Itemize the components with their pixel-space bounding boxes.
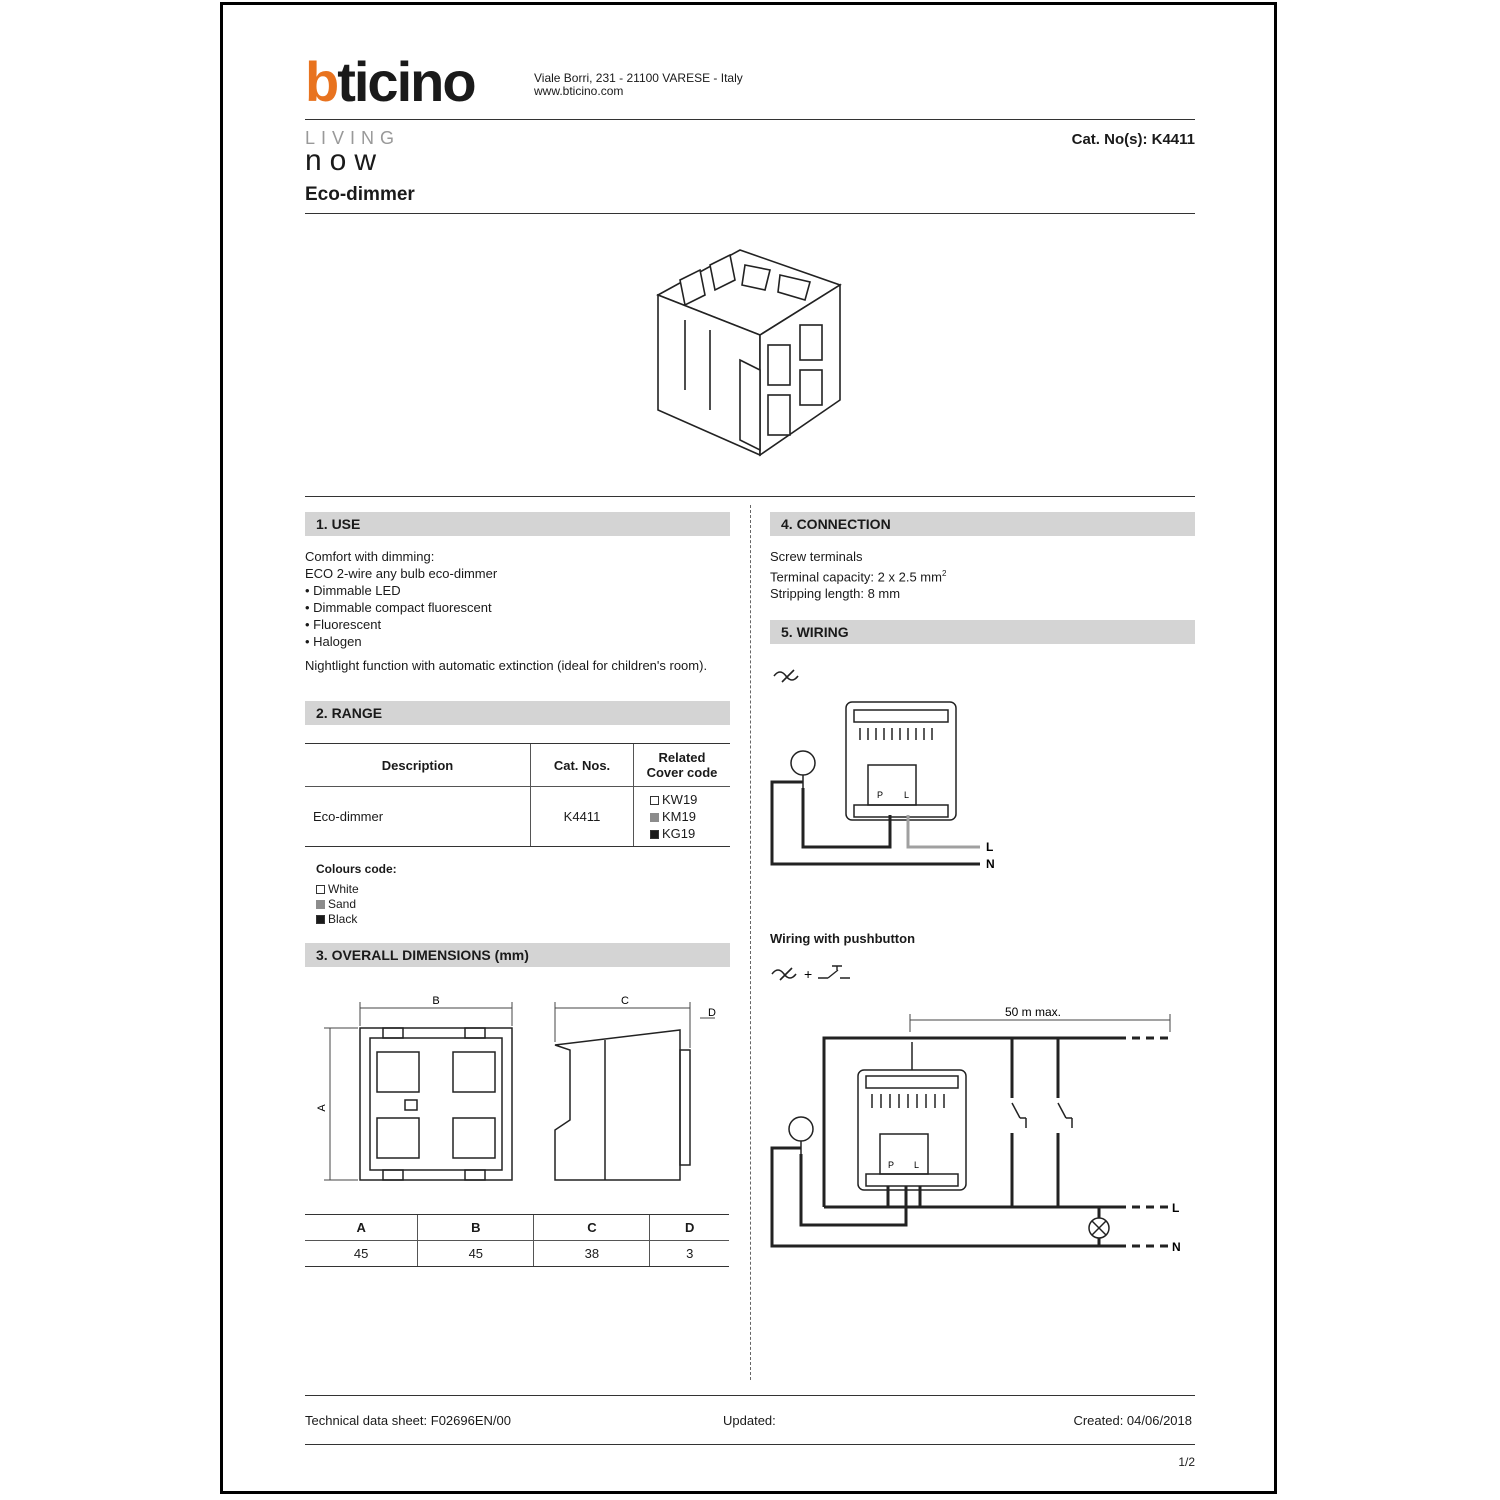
use-text: [305, 548, 707, 674]
range-row-description: Eco-dimmer: [305, 787, 531, 847]
bticino-logo: bticino: [305, 50, 475, 113]
section-range-heading: 2. RANGE: [305, 701, 730, 725]
footer-created: Created: 04/06/2018: [1073, 1413, 1192, 1428]
white-swatch: [650, 796, 659, 805]
range-header-cover: [634, 744, 731, 787]
pushbutton-symbol-icon: [818, 966, 850, 978]
product-title: Eco-dimmer: [305, 184, 415, 205]
dim-value: 45: [418, 1241, 534, 1267]
dim-value: 3: [650, 1241, 729, 1267]
dim-header: D: [650, 1215, 729, 1241]
white-swatch: [316, 885, 325, 894]
dimmer-symbol-icon: [772, 968, 796, 980]
line-l-label: L: [1172, 1201, 1180, 1215]
content-rule: [305, 496, 1195, 497]
plus-sign: +: [804, 966, 813, 982]
terminal-l-label: L: [904, 790, 910, 800]
footer-sheet-number: Technical data sheet: F02696EN/00: [305, 1413, 511, 1428]
series-logo-top: LIVING: [305, 128, 401, 148]
range-header-cat: Cat. Nos.: [531, 744, 634, 787]
range-header-description: Description: [305, 744, 531, 787]
connection-line: Stripping length: 8 mm: [770, 586, 901, 602]
connection-line: [770, 565, 946, 585]
capacity-text: Terminal capacity: 2 x 2.5 mm: [770, 569, 942, 585]
cover-item: [650, 791, 729, 808]
colour-name: Sand: [328, 897, 357, 911]
cover-item: [650, 825, 729, 842]
header-rule: [305, 119, 1195, 120]
website-line: www.bticino.com: [534, 84, 624, 98]
wiring-diagram-basic: [768, 660, 1008, 875]
dim-header: B: [418, 1215, 534, 1241]
lamp-icon: [1089, 1218, 1109, 1238]
sand-swatch: [650, 813, 659, 822]
use-line: ECO 2-wire any bulb eco-dimmer: [305, 566, 498, 581]
column-divider: [750, 505, 751, 1380]
connection-line: Screw terminals: [770, 549, 863, 564]
capacity-sup: 2: [941, 569, 947, 578]
sand-swatch: [316, 900, 325, 909]
terminal-l-label: L: [914, 1160, 920, 1170]
cover-code: KG19: [662, 826, 696, 841]
connection-text: [770, 548, 946, 602]
colour-item: [316, 882, 397, 897]
use-note: Nightlight function with automatic extinction (ideal for children's room).: [305, 658, 708, 673]
wiring-diagram-pushbutton: [768, 958, 1193, 1258]
address-line: Viale Borri, 231 - 21100 VARESE - Italy: [534, 71, 743, 85]
dimmer-symbol-icon: [774, 670, 798, 682]
series-logo-bottom: now: [305, 144, 385, 177]
footer-top-rule: [305, 1395, 1195, 1396]
line-l-label: L: [986, 840, 994, 854]
range-row-cat: K4411: [531, 787, 634, 847]
distance-label: 50 m max.: [1004, 1005, 1062, 1019]
section-connection-heading: 4. CONNECTION: [770, 512, 1195, 536]
colour-name: White: [328, 882, 359, 896]
dimensions-table: [305, 1214, 729, 1267]
colour-item: [316, 897, 397, 912]
terminal-p-label: P: [888, 1160, 895, 1170]
colours-legend: [316, 862, 397, 927]
line-n-label: N: [986, 857, 995, 871]
dim-header: C: [534, 1215, 650, 1241]
dim-value: 45: [305, 1241, 418, 1267]
use-line: Comfort with dimming:: [305, 549, 435, 564]
use-line: • Dimmable LED: [305, 583, 401, 598]
black-swatch: [650, 830, 659, 839]
dimension-label-c: C: [621, 995, 629, 1007]
black-swatch: [316, 915, 325, 924]
dim-header: A: [305, 1215, 418, 1241]
dimension-label-a: A: [316, 1104, 328, 1112]
line-n-label: N: [1172, 1240, 1181, 1254]
cover-code: KM19: [662, 809, 696, 824]
colours-title: Colours code:: [316, 862, 397, 876]
colour-item: [316, 912, 397, 927]
dimension-label-b: B: [432, 995, 440, 1007]
page-number: 1/2: [1178, 1455, 1195, 1469]
use-line: • Fluorescent: [305, 617, 382, 632]
cat-number: Cat. No(s): K4411: [1071, 131, 1195, 148]
footer-updated: Updated:: [723, 1413, 776, 1428]
footer-bottom-rule: [305, 1444, 1195, 1445]
section-dimensions-heading: 3. OVERALL DIMENSIONS (mm): [305, 943, 730, 967]
product-illustration: [650, 240, 850, 465]
title-rule: [305, 213, 1195, 214]
dimension-label-d: D: [708, 1007, 716, 1019]
terminal-p-label: P: [877, 790, 884, 800]
company-address: [534, 72, 743, 98]
range-row-covers: [634, 787, 731, 847]
range-table: [305, 743, 730, 847]
section-use-heading: 1. USE: [305, 512, 730, 536]
cover-item: [650, 808, 729, 825]
use-line: • Dimmable compact fluorescent: [305, 600, 492, 615]
use-line: • Halogen: [305, 634, 362, 649]
cover-header-line: Cover code: [646, 765, 718, 780]
dim-value: 38: [534, 1241, 650, 1267]
pushbutton-title: Wiring with pushbutton: [770, 931, 916, 946]
section-wiring-heading: 5. WIRING: [770, 620, 1195, 644]
colour-name: Black: [328, 912, 358, 926]
cover-header-line: Related: [658, 750, 706, 765]
cover-code: KW19: [662, 792, 698, 807]
dimensions-drawing: [305, 990, 730, 1190]
